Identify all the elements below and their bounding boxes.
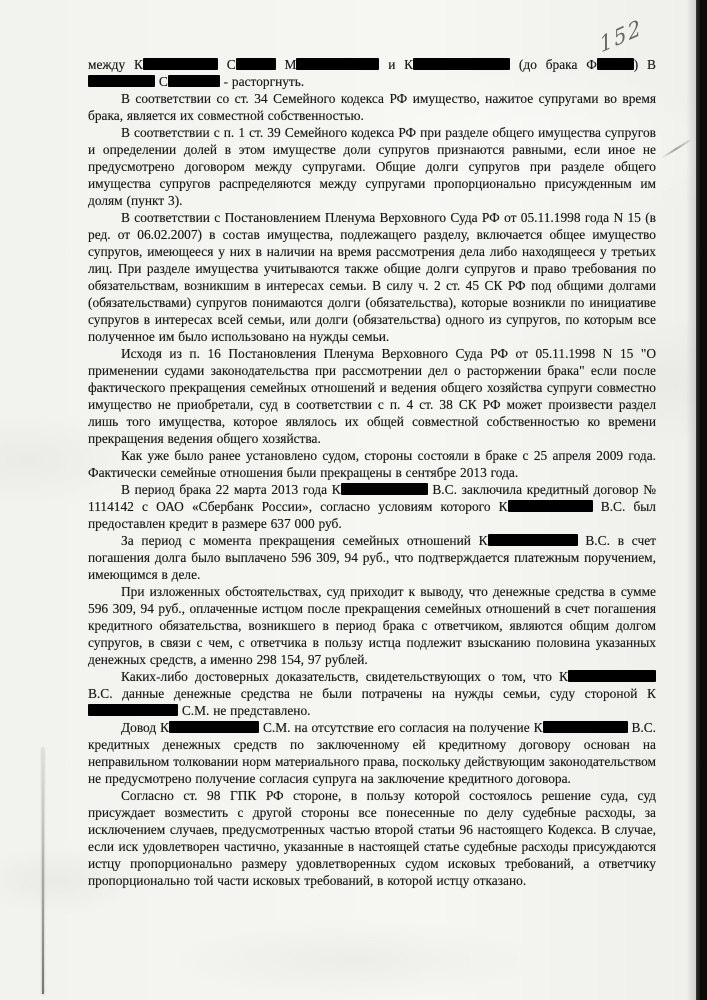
paragraph: Каких-либо достоверных доказательств, свидетельствующих о том, что К В.С. данные денежные средства не были потрачены на нужды семьи, суду стороной К С.М. не представлено.: [88, 669, 656, 718]
redaction-bar: [341, 483, 428, 495]
redaction-bar: [597, 58, 634, 70]
redaction-bar: [88, 704, 178, 716]
paragraph: Согласно ст. 98 ГПК РФ стороне, в пользу которой состоялось решение суда, суд присуждает возместить с другой стороны все понесенные по делу судебные расходы, за исключением случаев, предусмотренных частью второй статьи 96 настоящего Кодекса. В случае, если иск удовлетворен частично, указанные в настоящей статье судебные расходы присуждаются истцу пропорционально размеру удовлетворенных судом исковых требований, а ответчику пропорционально той части исковых требований, в которой истцу отказано.: [88, 788, 656, 888]
paragraph: За период с момента прекращения семейных отношений К В.С. в счет погашения долга было выплачено 596 309, 94 руб., что подтверждается платежным поручением, имеющимся в деле.: [88, 533, 656, 582]
document-body: [88, 56, 656, 889]
paragraph: В соответствии с п. 1 ст. 39 Семейного кодекса РФ при разделе общего имущества супругов и определении долей в этом имуществе доли супругов признаются равными, если иное не предусмотрено договором между супругами. Общие долги супругов при разделе общего имущества супругов распределяются между супругами пропорционально присужденным им долям (пункт 3).: [88, 125, 656, 208]
paragraph: В соответствии со ст. 34 Семейного кодекса РФ имущество, нажитое супругами во время брака, является их совместной собственностью.: [88, 91, 656, 123]
scan-edge-shadow: [686, 0, 696, 1000]
paragraph: В соответствии с Постановлением Пленума Верховного Суда РФ от 05.11.1998 года N 15 (в ред. от 06.02.2007) в состав имущества, подлежащего разделу, включается общее имущество супругов, имеющееся у них в наличии на время рассмотрения дела либо находящееся у третьих лиц. При разделе имущества учитываются также общие долги супругов и право требования по обязательствам, возникшим в интересах семьи. В силу ч. 2 ст. 45 СК РФ под общими долгами (обязательствами) супругов понимаются долги (обязательства), которые возникли по инициативе супругов в интересах всей семьи, или долги (обязательства) одного из супругов, по которым все полученное им было использовано на нужды семьи.: [88, 210, 656, 344]
redaction-bar: [543, 721, 628, 733]
redaction-bar: [508, 500, 593, 512]
scan-edge-black-band: [696, 0, 707, 1000]
redaction-bar: [296, 58, 379, 70]
redaction-bar: [143, 58, 218, 70]
redaction-bar: [488, 534, 578, 546]
redaction-bar: [88, 75, 155, 87]
paragraph: Исходя из п. 16 Постановления Пленума Верховного Суда РФ от 05.11.1998 N 15 "О применении судами законодательства при рассмотрении дел о расторжении брака" если после фактического прекращения семейных отношений и ведения общего хозяйства супруги совместно имущество не приобретали, суд в соответствии с п. 4 ст. 38 СК РФ может произвести раздел лишь того имущества, которое являлось их общей совместной собственностью ко времени прекращения ведения общего хозяйства.: [88, 346, 656, 446]
redaction-bar: [568, 670, 656, 682]
redaction-bar: [168, 75, 220, 87]
paragraph: Как уже было ранее установлено судом, стороны состояли в браке с 25 апреля 2009 года. Фактически семейные отношения были прекращены в сентябре 2013 года.: [88, 448, 656, 480]
redaction-bar: [169, 721, 259, 733]
paragraph: В период брака 22 марта 2013 года К В.С. заключила кредитный договор № 1114142 с ОАО «Сбербанк России», согласно условиям которого К В.С. был предоставлен кредит в размере 637 000 руб.: [88, 482, 656, 531]
redaction-bar: [236, 58, 276, 70]
handwritten-page-number: 152: [597, 14, 645, 58]
redaction-bar: [413, 58, 510, 70]
paper-fold-line: [42, 748, 44, 994]
paragraph: между К С М и К (до брака Ф ) В С - расторгнуть.: [88, 57, 656, 89]
paragraph: При изложенных обстоятельствах, суд приходит к выводу, что денежные средства в сумме 596 309, 94 руб., оплаченные истцом после прекращения семейных отношений в счет погашения кредитного обязательства, возникшего в период брака с ответчиком, являются общим долгом супругов, в связи с чем, с ответчика в пользу истца подлежит взысканию половина указанных денежных средств, а именно 298 154, 97 рублей.: [88, 584, 656, 667]
paragraph: Довод К С.М. на отсутствие его согласия на получение К В.С. кредитных денежных средств по заключенному ей кредитному договору основан на неправильном толковании норм материального права, поскольку действующим законодательством не предусмотрено получение согласия супруга на заключение кредитного договора.: [88, 720, 656, 786]
